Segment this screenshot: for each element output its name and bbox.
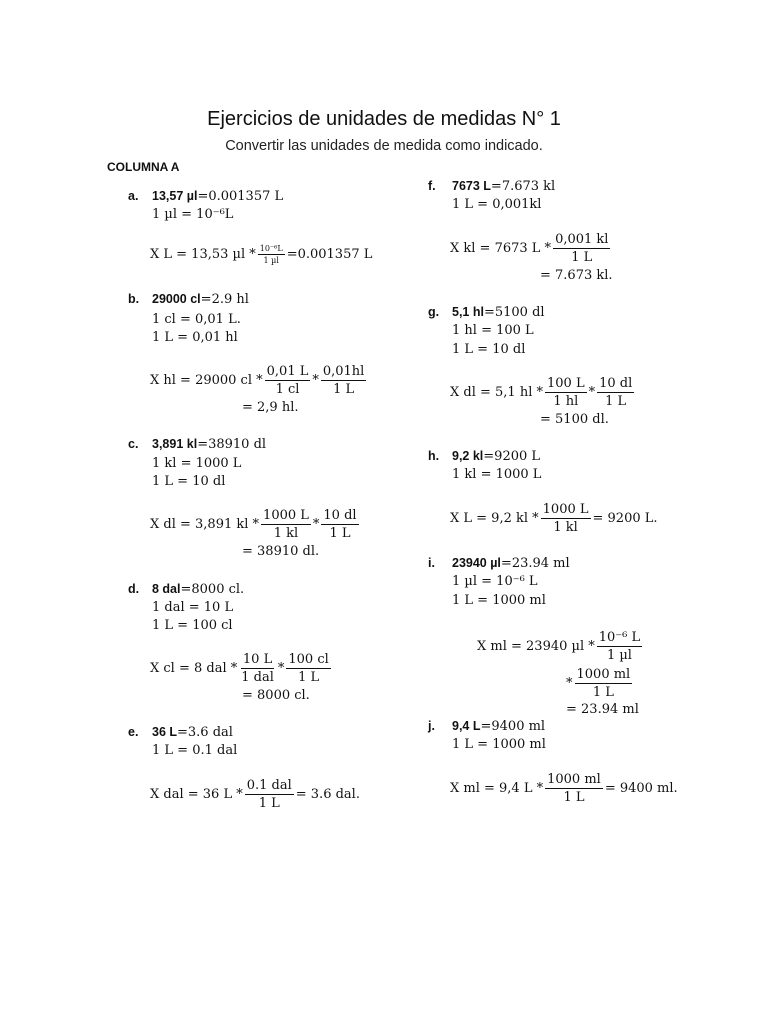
exercise-letter: b. [128,292,140,306]
conversion-fraction: $\frac{0,01 L}{1 cl}$ [266,364,309,397]
equivalence-line: 1 L = 10 dl [152,474,226,489]
equivalence-line: 1 hl = 100 L [452,323,534,338]
conversion-fraction: $\frac{1000 L}{1 kl}$ [263,508,309,541]
exercise-statement: 36 L=3.6 dal [152,725,233,740]
equivalence-line: 1 µl = 10⁻⁶L [152,207,234,222]
conversion-fraction: $\frac{100 L}{1 hl}$ [547,376,585,409]
exercise-statement: 29000 cl=2.9 hl [152,292,249,307]
exercise-statement: 9,4 L=9400 ml [452,719,546,734]
exercise-statement: 13,57 µl=0.001357 L [152,189,284,204]
exercise-statement: 23940 µl=23.94 ml [452,556,570,571]
exercise-letter: j. [428,719,435,733]
conversion-fraction: $\frac{\text{10⁻⁶ L}}{\text{1 µl}}$ [598,630,641,663]
equivalence-line: 1 dal = 10 L [152,600,234,615]
exercise-letter: h. [428,449,440,463]
conversion-fraction: $\frac{1000 L}{1 kl}$ [542,502,589,535]
exercise-statement: 5,1 hl=5100 dl [452,305,545,320]
exercise-letter: f. [428,179,436,193]
conversion-fraction: $\frac{\text{10⁻⁶L}}{\text{1 µl}}$ [259,244,283,265]
conversion-fraction: $\frac{\text{0.1 dal}}{1 L}$ [246,778,292,811]
conversion-equation: X L = 13,53 µl * $\frac{\text{10⁻⁶L}}{\text{1 µl}}$ =0.001357 L [150,244,373,265]
equivalence-line: 1 L = 0.1 dal [152,743,238,758]
conversion-fraction: $\frac{10 dl}{1 L}$ [599,376,633,409]
conversion-fraction: $\frac{100 cl}{1 L}$ [288,652,329,685]
conversion-equation: X dl = 3,891 kl * $\frac{1000 L}{1 kl}$ * $\frac{10 dl}{1 L}$ [150,508,357,541]
exercise-statement: 8 dal=8000 cl. [152,582,245,597]
equivalence-line: 1 L = 0,01 hl [152,330,238,345]
exercise-statement: 3,891 kl=38910 dl [152,437,267,452]
equation-result: = 38910 dl. [242,544,320,559]
equivalence-line: 1 µl = 10⁻⁶ L [452,574,538,589]
conversion-equation: X kl = 7673 L * $\frac{0,001 kl}{1 L}$ [450,232,609,265]
equation-result: = 2,9 hl. [242,400,299,415]
conversion-fraction: $\frac{1000 ml}{1 L}$ [547,772,601,805]
conversion-equation-continued: * $\frac{1000 ml}{1 L}$ [566,667,631,700]
conversion-equation: X ml = 23940 µl * $\frac{\text{10⁻⁶ L}}{\text{1 µl}}$ [477,630,641,663]
exercise-letter: i. [428,556,435,570]
conversion-equation: X ml = 9,4 L * $\frac{1000 ml}{1 L}$ = 9400 ml. [450,772,678,805]
conversion-equation: X L = 9,2 kl * $\frac{1000 L}{1 kl}$ = 9200 L. [450,502,658,535]
exercise-letter: g. [428,305,440,319]
equivalence-line: 1 L = 1000 ml [452,737,546,752]
exercise-letter: e. [128,725,139,739]
exercise-letter: c. [128,437,139,451]
equivalence-line: 1 kl = 1000 L [452,467,542,482]
equivalence-line: 1 L = 0,001kl [452,197,542,212]
equivalence-line: 1 L = 10 dl [452,342,526,357]
conversion-fraction: $\frac{10 dl}{1 L}$ [323,508,357,541]
conversion-fraction: $\frac{0,01hl}{1 L}$ [322,364,365,397]
equivalence-line: 1 cl = 0,01 L. [152,312,241,327]
column-a-heading: COLUMNA A [107,160,180,174]
conversion-fraction: $\frac{0,001 kl}{1 L}$ [555,232,609,265]
equation-result: = 5100 dl. [540,412,609,427]
exercise-statement: 9,2 kl=9200 L [452,449,541,464]
conversion-equation: X hl = 29000 cl * $\frac{0,01 L}{1 cl}$ * $\frac{0,01hl}{1 L}$ [150,364,365,397]
equivalence-line: 1 L = 1000 ml [452,593,546,608]
equivalence-line: 1 L = 100 cl [152,618,233,633]
exercise-statement: 7673 L=7.673 kl [452,179,556,194]
equivalence-line: 1 kl = 1000 L [152,456,242,471]
conversion-equation: X cl = 8 dal * $\frac{10 L}{\text{1 dal}}$ * $\frac{100 cl}{1 L}$ [150,652,329,685]
conversion-fraction: $\frac{1000 ml}{1 L}$ [576,667,631,700]
page-subtitle: Convertir las unidades de medida como indicado. [225,138,543,154]
page-title: Ejercicios de unidades de medidas N° 1 [207,108,561,130]
exercise-letter: a. [128,189,139,203]
equation-result: = 7.673 kl. [540,268,613,283]
equation-result: = 8000 cl. [242,688,310,703]
conversion-equation: X dl = 5,1 hl * $\frac{100 L}{1 hl}$ * $\frac{10 dl}{1 L}$ [450,376,633,409]
equation-result: = 23.94 ml [566,702,639,717]
conversion-fraction: $\frac{10 L}{\text{1 dal}}$ [241,652,274,685]
conversion-equation: X dal = 36 L * $\frac{\text{0.1 dal}}{1 L}$ = 3.6 dal. [150,778,360,811]
exercise-letter: d. [128,582,140,596]
